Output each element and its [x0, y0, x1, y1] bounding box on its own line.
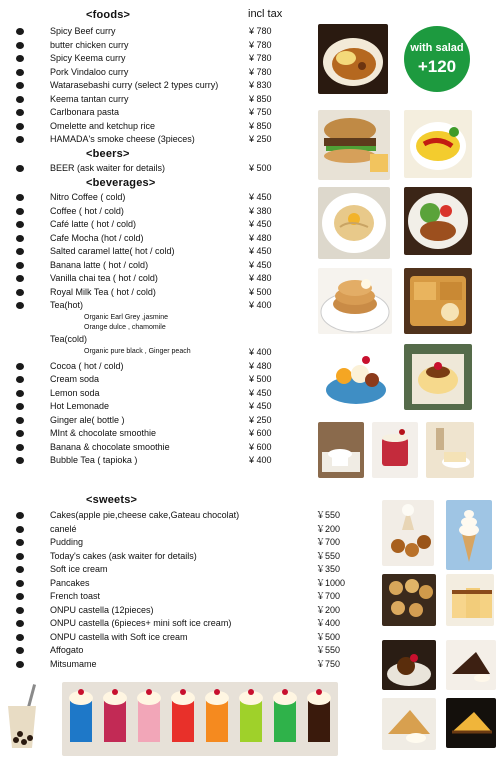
menu-item-sweet	[16, 563, 341, 576]
bullet-icon	[16, 194, 24, 201]
bullet-icon	[16, 235, 24, 242]
bullet-icon	[16, 620, 24, 627]
menu-item-food	[16, 25, 316, 38]
affogato-photo	[382, 640, 436, 690]
tea-hot-flavors: Orange dulce , chamomile	[84, 324, 166, 331]
incl-tax-label: incl tax	[248, 8, 283, 20]
bullet-icon	[16, 96, 24, 103]
menu-item-beverage	[16, 360, 316, 373]
menu-item-sweet	[16, 604, 341, 617]
item-price: ¥ 780	[249, 39, 272, 50]
item-name: Pork Vindaloo curry	[50, 66, 129, 77]
bullet-icon	[16, 289, 24, 296]
item-price: ￥400	[316, 618, 341, 628]
item-name: ONPU castella (6pieces+ mini soft ice cream)	[50, 618, 232, 628]
item-price: ￥750	[316, 658, 341, 669]
item-price: ¥ 600	[249, 428, 272, 438]
menu-item-beverage	[16, 205, 316, 218]
item-price: ￥550	[316, 550, 341, 561]
cream-soda-lineup-photo	[62, 682, 338, 756]
item-price: ¥ 500	[249, 286, 272, 297]
item-name: Today's cakes (ask waiter for details)	[50, 550, 197, 561]
item-name: Coffee ( hot / cold)	[50, 205, 124, 216]
item-name: canelé	[50, 523, 77, 534]
item-name: HAMADA's smoke cheese (3pieces)	[50, 134, 195, 144]
item-price: ¥ 250	[249, 134, 272, 144]
sweets-header: <sweets>	[86, 494, 138, 506]
bullet-icon	[16, 69, 24, 76]
omelette-rice-photo	[404, 110, 472, 178]
canele-photo	[382, 500, 434, 566]
item-price: ￥700	[316, 537, 341, 547]
cream-parfait-photo	[320, 340, 392, 410]
item-price: ¥ 400	[249, 347, 272, 357]
bullet-icon	[16, 444, 24, 451]
menu-item-sweet	[16, 590, 341, 603]
menu-item-sweet	[16, 617, 341, 630]
salad-curry-photo	[404, 187, 472, 255]
item-price: ¥ 500	[249, 163, 272, 173]
bullet-icon	[16, 539, 24, 546]
menu-item-sweet	[16, 550, 341, 563]
item-price: ¥ 480	[249, 232, 272, 243]
menu-item-beverage	[16, 373, 316, 386]
menu-item-beverage	[16, 454, 316, 467]
item-price: ¥ 480	[249, 360, 272, 371]
item-price: ¥ 480	[249, 273, 272, 283]
badge-price: +120	[417, 57, 457, 76]
bullet-icon	[16, 55, 24, 62]
item-price: ¥ 450	[249, 401, 272, 411]
bullet-icon	[16, 221, 24, 228]
bullet-icon	[16, 123, 24, 130]
tea-cold-flavors: Organic pure black , Ginger peach	[84, 348, 191, 355]
item-price: ¥ 600	[249, 441, 272, 452]
french-toast-photo	[404, 268, 472, 334]
item-name: Vanilla chai tea ( hot / cold)	[50, 273, 158, 283]
item-name: Ginger ale( bottle )	[50, 414, 125, 425]
menu-item-beverage	[16, 286, 316, 299]
item-name: ONPU castella (12pieces)	[50, 604, 154, 615]
foods-header: <foods>	[86, 9, 131, 21]
item-name: Cream soda	[50, 374, 100, 384]
item-name: Tea(cold)	[50, 334, 88, 344]
item-price: ¥ 450	[249, 246, 272, 256]
bullet-icon	[16, 607, 24, 614]
item-name: Banana latte ( hot / cold)	[50, 259, 149, 270]
bullet-icon	[16, 457, 24, 464]
item-price: ￥700	[316, 591, 341, 601]
menu-item-tea-cold	[16, 333, 316, 346]
bullet-icon	[16, 417, 24, 424]
bullet-icon	[16, 430, 24, 437]
item-price: ￥550	[316, 510, 341, 520]
castella-slices-photo	[446, 574, 494, 626]
with-salad-badge	[404, 26, 470, 92]
menu-item-sweet	[16, 658, 341, 671]
menu-item-sweet	[16, 509, 341, 522]
menu-item-beverage	[16, 218, 316, 231]
item-price: ¥ 850	[249, 120, 272, 131]
item-price: ¥ 450	[249, 259, 272, 270]
coffee-cup-photo	[318, 422, 364, 478]
menu-item-beverage	[16, 387, 316, 400]
bullet-icon	[16, 553, 24, 560]
menu-item-tea-cold-price	[16, 346, 316, 359]
menu-item-beverage	[16, 400, 316, 413]
item-price: ¥ 450	[249, 192, 272, 202]
dessert-photo	[372, 422, 418, 478]
item-name: butter chicken curry	[50, 39, 129, 50]
item-name: Watarasebashi curry (select 2 types curry)	[50, 80, 219, 90]
item-name: BEER (ask waiter for details)	[50, 163, 166, 173]
item-name: French toast	[50, 591, 101, 601]
item-name: Tea(hot)	[50, 300, 84, 310]
bullet-icon	[16, 262, 24, 269]
item-name: Affogato	[50, 645, 84, 655]
item-name: MInt & chocolate smoothie	[50, 428, 157, 438]
item-name: ONPU castella with Soft ice cream	[50, 631, 188, 642]
bullet-icon	[16, 363, 24, 370]
bullet-icon	[16, 390, 24, 397]
bullet-icon	[16, 566, 24, 573]
bullet-icon	[16, 109, 24, 116]
item-price: ¥ 400	[249, 455, 272, 465]
menu-item-beverage	[16, 441, 316, 454]
item-name: Café latte ( hot / cold)	[50, 219, 137, 229]
bullet-icon	[16, 647, 24, 654]
bullet-icon	[16, 580, 24, 587]
item-name: Pudding	[50, 537, 84, 547]
item-price: ¥ 380	[249, 205, 272, 216]
item-price: ¥ 450	[249, 387, 272, 398]
item-price: ¥ 780	[249, 26, 272, 36]
bubble-tea-photo	[2, 682, 42, 752]
menu-item-sweet	[16, 536, 341, 549]
menu-item-beverage	[16, 272, 316, 285]
carbonara-photo	[318, 187, 390, 259]
apple-pie-photo	[382, 698, 436, 750]
bullet-icon	[16, 302, 24, 309]
menu-item-beverage	[16, 245, 316, 258]
item-name: Cafe Mocha (hot / cold)	[50, 232, 144, 243]
castella-pieces-photo	[382, 574, 436, 626]
item-name: Spicy Keema curry	[50, 53, 126, 63]
bullet-icon	[16, 208, 24, 215]
item-price: ¥ 450	[249, 219, 272, 229]
bullet-icon	[16, 28, 24, 35]
item-name: Omelette and ketchup rice	[50, 120, 156, 131]
bullet-icon	[16, 403, 24, 410]
bullet-icon	[16, 661, 24, 668]
item-price: ￥200	[316, 604, 341, 615]
pudding-photo	[404, 344, 472, 410]
bullet-icon	[16, 42, 24, 49]
menu-item-sweet	[16, 631, 341, 644]
item-name: Spicy Beef curry	[50, 26, 116, 36]
menu-item-sweet	[16, 523, 341, 536]
tea-hot-flavors: Organic Earl Grey ,jasmine	[84, 314, 169, 321]
item-name: Soft ice cream	[50, 564, 108, 574]
item-price: ￥350	[316, 564, 341, 574]
item-price: ¥ 750	[249, 107, 272, 117]
bullet-icon	[16, 136, 24, 143]
bullet-icon	[16, 634, 24, 641]
badge-label: with salad	[410, 42, 464, 54]
item-price: ¥ 250	[249, 414, 272, 425]
bullet-icon	[16, 248, 24, 255]
item-price: ¥ 780	[249, 66, 272, 77]
cheese-cake-photo	[446, 698, 496, 748]
menu-item-food	[16, 39, 316, 52]
item-price: ￥550	[316, 645, 341, 655]
menu-item-food	[16, 66, 316, 79]
soft-ice-cream-photo	[446, 500, 492, 570]
bullet-icon	[16, 593, 24, 600]
item-price: ¥ 780	[249, 53, 272, 63]
item-name: Pancakes	[50, 577, 90, 588]
burger-photo	[318, 110, 390, 180]
curry-photo	[318, 24, 388, 94]
menu-item-beverage	[16, 191, 316, 204]
tea-cup-photo	[426, 422, 474, 478]
chocolate-cake-photo	[446, 640, 496, 690]
item-price: ¥ 500	[249, 374, 272, 384]
item-name: Carlbonara pasta	[50, 107, 120, 117]
item-name: Mitsumame	[50, 658, 97, 669]
bullet-icon	[16, 376, 24, 383]
item-price: ¥ 850	[249, 93, 272, 104]
item-price: ¥ 400	[249, 300, 272, 310]
menu-item-sweet	[16, 577, 346, 590]
pancakes-photo	[318, 268, 392, 334]
menu-item-beverage	[16, 427, 316, 440]
menu-item-beverage	[16, 259, 316, 272]
item-price: ￥500	[316, 631, 341, 642]
item-name: Cakes(apple pie,cheese cake,Gateau chocolat)	[50, 510, 240, 520]
menu-item-beverage	[16, 232, 316, 245]
beverages-header: <beverages>	[86, 177, 156, 189]
item-name: Nitro Coffee ( cold)	[50, 192, 126, 202]
menu-item-beer	[16, 162, 316, 175]
item-name: Royal Milk Tea ( hot / cold)	[50, 286, 156, 297]
item-name: Keema tantan curry	[50, 93, 129, 104]
item-price: ￥200	[316, 523, 341, 534]
bullet-icon	[16, 82, 24, 89]
menu-item-food	[16, 120, 316, 133]
menu-item-food	[16, 133, 316, 146]
bullet-icon	[16, 275, 24, 282]
item-price: ￥1000	[316, 577, 346, 588]
item-name: Hot Lemonade	[50, 401, 110, 411]
menu-item-food	[16, 106, 316, 119]
item-name: Salted caramel latte( hot / cold)	[50, 246, 175, 256]
beers-header: <beers>	[86, 148, 130, 160]
menu-item-beverage	[16, 299, 316, 312]
bullet-icon	[16, 165, 24, 172]
menu-item-food	[16, 93, 316, 106]
item-name: Lemon soda	[50, 387, 100, 398]
item-price: ¥ 830	[249, 80, 272, 90]
menu-item-beverage	[16, 414, 316, 427]
menu-item-food	[16, 79, 316, 92]
menu-item-sweet	[16, 644, 341, 657]
item-name: Banana & chocolate smoothie	[50, 441, 170, 452]
bullet-icon	[16, 526, 24, 533]
menu-item-food	[16, 52, 316, 65]
item-name: Cocoa ( hot / cold)	[50, 360, 124, 371]
bullet-icon	[16, 512, 24, 519]
item-name: Bubble Tea ( tapioka )	[50, 455, 138, 465]
